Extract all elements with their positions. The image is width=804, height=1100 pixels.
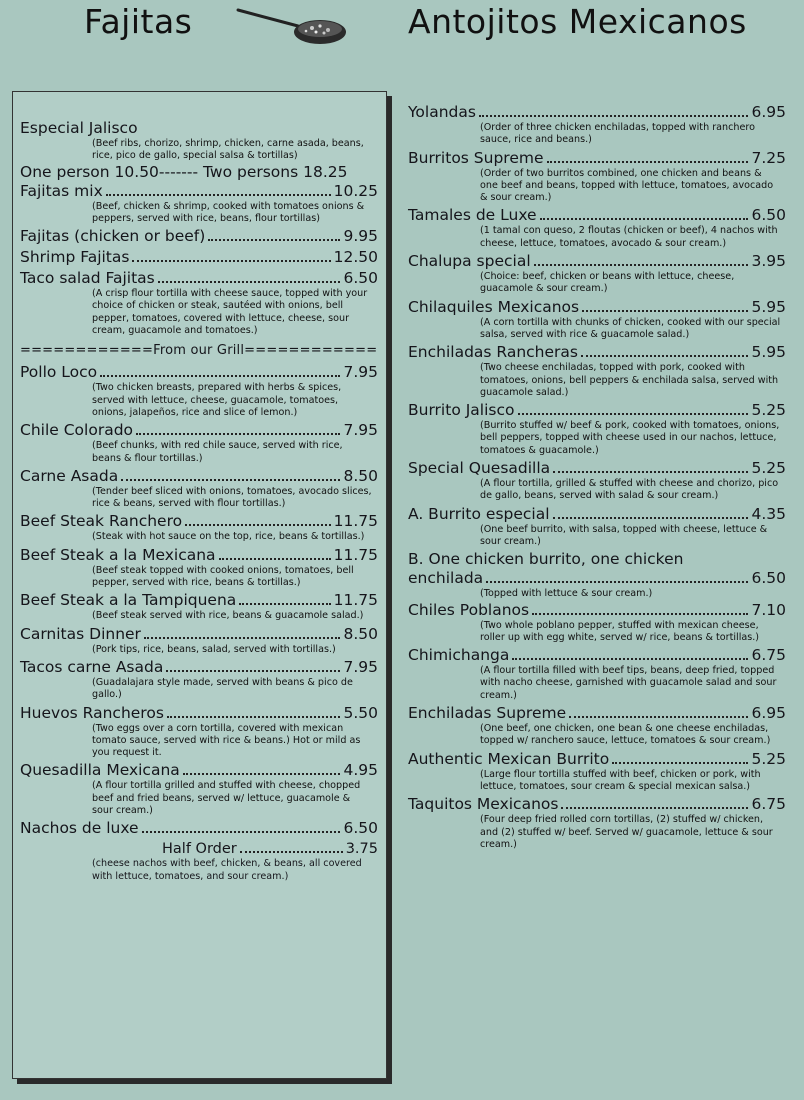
item-price: 7.25 [751, 148, 786, 167]
menu-item-half-order [20, 840, 378, 883]
menu-item-combo-b [408, 550, 786, 600]
especial-pricing-line: One person 10.50------- Two persons 18.25 [20, 162, 348, 181]
item-description: (Two chicken breasts, prepared with herbs & spices, served with lettuce, cheese, guacamole, tomatoes, onions, jalapeños, rice and slice of lemon.) [92, 382, 342, 418]
dot-leader [486, 581, 748, 583]
dot-leader [569, 716, 748, 718]
menu-item [20, 421, 378, 465]
item-price: 9.95 [343, 227, 378, 246]
menu-item [20, 467, 378, 511]
antojitos-list-2 [408, 601, 786, 852]
menu-item [20, 363, 378, 419]
item-description: (A corn tortilla with chunks of chicken, cooked with our special salsa, served with rice & guacamole salad.) [480, 316, 781, 340]
item-name: Enchiladas Rancheras [408, 343, 578, 362]
item-price: 5.50 [343, 703, 378, 722]
menu-header [0, 0, 804, 84]
item-description: (1 tamal con queso, 2 floutas (chicken or beef), 4 nachos with cheese, lettuce, tomatoes, avocado & sour cream.) [480, 225, 778, 249]
item-description: (Burrito stuffed w/ beef & pork, cooked with tomatoes, onions, bell peppers, topped with cheese used in our nachos, lettuce, tomatoes & guacamole.) [480, 420, 780, 456]
item-name: Taquitos Mexicanos [408, 795, 559, 814]
fajitas-title: Fajitas [84, 2, 193, 41]
item-price: 5.95 [751, 343, 786, 362]
combo-line: B. One chicken burrito, one chicken [408, 550, 684, 569]
item-price: 4.95 [343, 761, 378, 780]
item-price: 5.95 [751, 297, 786, 316]
item-name: Beef Steak Ranchero [20, 512, 183, 531]
item-description: (Two cheese enchiladas, topped with pork, cooked with tomatoes, onions, bell peppers & enchilada salsa, served with guacamole salad.) [480, 362, 779, 398]
dot-leader [240, 851, 343, 853]
item-price: 7.10 [751, 600, 786, 619]
item-price: 3.75 [345, 841, 378, 858]
dot-leader [185, 524, 331, 526]
menu-item [408, 252, 786, 296]
menu-item [408, 750, 786, 794]
item-description: (A flour tortilla, grilled & stuffed with cheese and chorizo, pico de gallo, beans, served with salad & sour cream.) [480, 478, 779, 502]
dot-leader [581, 355, 748, 357]
item-price: 11.75 [333, 545, 378, 564]
item-description: (Two whole poblano pepper, stuffed with mexican cheese, roller up with egg white, served w/ rice, beans & tortillas.) [480, 619, 760, 643]
item-price: 5.25 [751, 459, 786, 478]
menu-item [20, 248, 378, 267]
item-name: Quesadilla Mexicana [20, 761, 180, 780]
menu-item [20, 182, 378, 226]
item-description: (Beef steak topped with cooked onions, tomatoes, bell pepper, served with rice, beans & tortillas.) [92, 564, 354, 589]
fajitas-grill-panel [12, 91, 387, 1079]
item-name: Shrimp Fajitas [20, 248, 130, 267]
menu-item [408, 601, 786, 645]
item-price: 6.75 [751, 646, 786, 665]
item-name: Special Quesadilla [408, 459, 551, 478]
item-price: 5.25 [751, 749, 786, 768]
item-description: (Beef ribs, chorizo, shrimp, chicken, carne asada, beans, rice, pico de gallo, special salsa & tortillas) [92, 138, 364, 162]
item-price: 6.95 [751, 103, 786, 121]
dot-leader [142, 831, 341, 833]
item-description: (Four deep fried rolled corn tortillas, (2) stuffed w/ chicken, and (2) stuffed w/ beef. Served w/ guacamole, lettuce & sour cream.) [480, 814, 773, 850]
item-name: Fajitas (chicken or beef) [20, 227, 206, 246]
dot-leader [100, 375, 340, 377]
item-price: 6.50 [343, 819, 378, 838]
menu-item [20, 269, 378, 337]
dot-leader [534, 264, 749, 266]
item-name: Half Order [162, 841, 237, 858]
antojitos-title: Antojitos Mexicanos [408, 2, 747, 41]
item-name: Fajitas mix [20, 181, 103, 200]
item-description: (cheese nachos with beef, chicken, & beans, all covered with lettuce, tomatoes, and sour cream.) [92, 858, 362, 882]
menu-item [20, 546, 378, 590]
item-description: (One beef burrito, with salsa, topped with cheese, lettuce & sour cream.) [480, 523, 768, 547]
item-price: 8.50 [343, 624, 378, 643]
menu-item [408, 505, 786, 549]
item-name: Burrito Jalisco [408, 401, 515, 420]
menu-item [20, 658, 378, 702]
dot-leader [553, 471, 748, 473]
item-description: (Topped with lettuce & sour cream.) [480, 588, 653, 600]
dot-leader [132, 260, 330, 262]
dot-leader [166, 670, 340, 672]
menu-item [20, 512, 378, 543]
item-price: 7.95 [343, 421, 378, 440]
dot-leader [144, 637, 341, 639]
dot-leader [553, 517, 749, 519]
item-name: Enchiladas Supreme [408, 704, 567, 723]
item-description: (A crisp flour tortilla with cheese sauce, topped with your choice of chicken or steak, sautéed with onions, bell pepper, tomatoes, covered with lettuce, cheese, sour cream, guacamole and tomatoes.) [92, 288, 368, 337]
item-name: Chilaquiles Mexicanos [408, 297, 580, 316]
dot-leader [612, 762, 748, 764]
menu-item [408, 459, 786, 503]
menu-item [20, 819, 378, 838]
item-name: Chalupa special [408, 252, 531, 271]
item-description: (Beef, chicken & shrimp, cooked with tomatoes onions & peppers, served with rice, beans, flour tortillas) [92, 200, 365, 224]
item-description: (Beef chunks, with red chile sauce, served with rice, beans & flour tortillas.) [92, 440, 343, 464]
item-price: 10.25 [333, 181, 378, 200]
item-name: Chimichanga [408, 646, 510, 665]
item-description: (Steak with hot sauce on the top, rice, beans & tortillas.) [92, 531, 365, 543]
item-name: Beef Steak a la Tampiquena [20, 591, 237, 610]
dot-leader [518, 413, 749, 415]
item-name: Tacos carne Asada [20, 657, 164, 676]
item-description: (Large flour tortilla stuffed with beef, chicken or pork, with lettuce, tomatoes, sour cream & special mexican salsa.) [480, 768, 761, 792]
item-price: 5.25 [751, 401, 786, 420]
menu-item [408, 298, 786, 342]
item-name: Beef Steak a la Mexicana [20, 545, 216, 564]
item-name: A. Burrito especial [408, 504, 550, 523]
antojitos-list [408, 103, 786, 548]
dot-leader [512, 658, 748, 660]
item-name: Burritos Supreme [408, 148, 544, 167]
menu-item [408, 206, 786, 250]
item-price: 3.95 [751, 252, 786, 271]
item-description: (Order of three chicken enchiladas, topped with ranchero sauce, rice and beans.) [480, 122, 755, 146]
item-price: 4.35 [751, 504, 786, 523]
item-name: Authentic Mexican Burrito [408, 749, 610, 768]
item-price: 12.50 [333, 248, 378, 267]
item-name: Pollo Loco [20, 363, 98, 382]
item-price: 6.50 [751, 569, 786, 588]
fajitas-list [20, 182, 378, 338]
menu-item [408, 795, 786, 851]
dot-leader [136, 433, 340, 435]
item-description: (Two eggs over a corn tortilla, covered with mexican tomato sauce, served with rice & beans.) Hot or mild as you request it. [92, 722, 361, 759]
item-name: enchilada [408, 569, 484, 588]
dot-leader [532, 613, 748, 615]
item-description: (Guadalajara style made, served with beans & pico de gallo.) [92, 676, 353, 701]
menu-item [20, 591, 378, 622]
dot-leader [479, 115, 749, 117]
dot-leader [239, 603, 330, 605]
skillet-icon [236, 4, 348, 48]
item-price: 7.95 [343, 657, 378, 676]
item-name: Taco salad Fajitas [20, 269, 155, 288]
grill-list [20, 363, 378, 838]
item-description: (Pork tips, rice, beans, salad, served with tortillas.) [92, 643, 336, 655]
dot-leader [219, 558, 331, 560]
menu-item [20, 625, 378, 656]
menu-item [20, 761, 378, 817]
dot-leader [561, 807, 748, 809]
item-name: Tamales de Luxe [408, 206, 537, 225]
item-description: (Choice: beef, chicken or beans with lettuce, cheese, guacamole & sour cream.) [480, 271, 735, 295]
item-price: 6.95 [751, 704, 786, 723]
menu-item [20, 227, 378, 246]
menu-item [408, 704, 786, 748]
dot-leader [167, 716, 341, 718]
menu-item [408, 343, 786, 399]
item-description: (Order of two burritos combined, one chicken and beans & one beef and beans, topped with lettuce, tomatoes, avocado & sour cream.) [480, 167, 774, 204]
item-description: (A flour tortilla grilled and stuffed with cheese, chopped beef and fried beans, served w/ lettuce, guacamole & sour cream.) [92, 780, 361, 817]
item-name: Nachos de luxe [20, 819, 139, 838]
item-price: 11.75 [333, 512, 378, 531]
item-name: Carnitas Dinner [20, 624, 141, 643]
dot-leader [158, 281, 341, 283]
antojitos-panel [408, 103, 786, 853]
menu-item [408, 401, 786, 457]
dot-leader [582, 310, 748, 312]
item-description: (One beef, one chicken, one bean & one cheese enchiladas, topped w/ ranchero sauce, lettuce, tomatoes & sour cream.) [480, 723, 771, 747]
item-name: Chile Colorado [20, 421, 134, 440]
dot-leader [183, 773, 341, 775]
menu-item [408, 103, 786, 147]
item-price: 6.50 [343, 269, 378, 288]
dot-leader [540, 218, 749, 220]
item-name: Yolandas [408, 103, 476, 121]
dot-leader [547, 161, 749, 163]
menu-item [20, 704, 378, 760]
dot-leader [208, 239, 340, 241]
menu-item-especial-jalisco [20, 119, 378, 182]
item-name: Huevos Rancheros [20, 703, 164, 722]
item-name: Especial Jalisco [20, 119, 138, 137]
item-description: (Tender beef sliced with onions, tomatoes, avocado slices, rice & beans, served with flour tortillas.) [92, 485, 372, 510]
item-name: Chiles Poblanos [408, 600, 530, 619]
dot-leader [106, 194, 331, 196]
item-price: 11.75 [333, 591, 378, 610]
menu-item [408, 646, 786, 702]
menu-item [408, 149, 786, 205]
grill-section-heading: ============From our Grill============ [20, 343, 378, 359]
item-description: (Beef steak served with rice, beans & guacamole salad.) [92, 610, 364, 622]
item-price: 7.95 [343, 363, 378, 382]
item-price: 6.50 [751, 206, 786, 225]
dot-leader [121, 479, 340, 481]
left-column-content [20, 119, 378, 883]
item-price: 8.50 [343, 466, 378, 485]
item-name: Carne Asada [20, 466, 119, 485]
item-description: (A flour tortilla filled with beef tips, beans, deep fried, topped with nacho cheese, garnished with guacamole salad and sour cream.) [480, 665, 777, 701]
item-price: 6.75 [751, 795, 786, 814]
